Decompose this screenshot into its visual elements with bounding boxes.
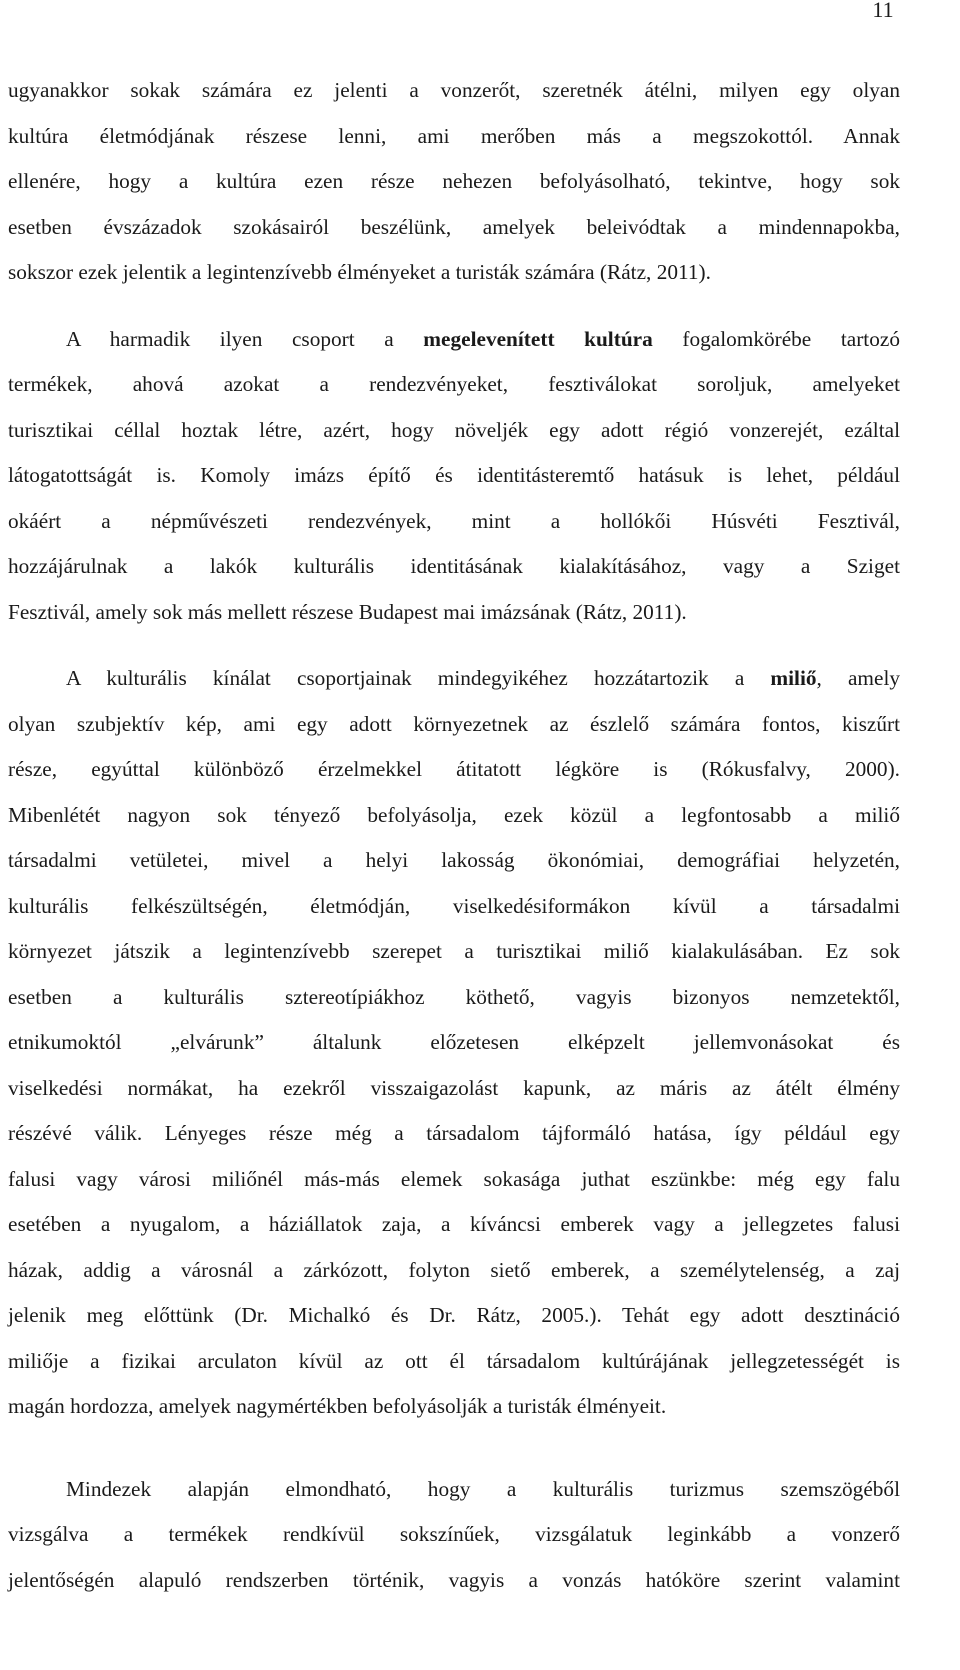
text-line: turisztikai céllal hoztak létre, azért, hogy növeljék egy adott régió vonzerejét, ezáltal [8, 417, 900, 442]
text-line: sokszor ezek jelentik a legintenzívebb élményeket a turisták számára (Rátz, 2011). [8, 260, 711, 284]
text-line-first [8, 317, 900, 363]
text-line: kultúra életmódjának részese lenni, ami merőben más a megszokottól. Annak [8, 123, 900, 148]
text-line: része, egyúttal különböző érzelmekkel átitatott légköre is (Rókusfalvy, 2000). [8, 757, 900, 781]
text-line: falusi vagy városi miliőnél más-más elemek sokasága juthat eszünkbe: még egy falu [8, 1166, 900, 1191]
text-line: hozzájárulnak a lakók kulturális identitásának kialakításához, vagy a Sziget [8, 554, 900, 578]
paragraph-4 [8, 1467, 900, 1604]
text-line: részévé válik. Lényeges része még a társadalom tájformáló hatása, így például egy [8, 1121, 900, 1145]
text-line: esetben évszázadok szokásairól beszélünk, amelyek beleivódtak a mindennapokba, [8, 214, 900, 239]
text-line: magán hordozza, amelyek nagymértékben befolyásolják a turisták élményeit. [8, 1394, 667, 1418]
text-line: kulturális felkészültségén, életmódján, viselkedésiformákon kívül a társadalmi [8, 893, 900, 918]
text-line: esetben a kulturális sztereotípiákhoz köthető, vagyis bizonyos nemzetektől, [8, 984, 900, 1009]
text-line: viselkedési normákat, ha ezekről visszaigazolást kapunk, az máris az átélt élmény [8, 1075, 900, 1100]
text-line: etnikumoktól „elvárunk” általunk előzetesen elképzelt jellemvonásokat és [8, 1030, 900, 1054]
text-segment: A harmadik ilyen csoport a [66, 326, 424, 351]
text-line: látogatottságát is. Komoly imázs építő és identitásteremtő hatásuk is lehet, például [8, 463, 900, 487]
text-line: okáért a népművészeti rendezvények, mint a hollókői Húsvéti Fesztivál, [8, 508, 900, 533]
paragraph-spacer [8, 635, 900, 656]
text-line: Fesztivál, amely sok más mellett részese Budapest mai imázsának (Rátz, 2011). [8, 599, 687, 624]
text-line: esetében a nyugalom, a háziállatok zaja, a kíváncsi emberek vagy a jellegzetes falusi [8, 1212, 900, 1236]
text-line-first [8, 656, 900, 702]
page-number [0, 0, 900, 22]
paragraph-2 [8, 317, 900, 636]
paragraph-3 [8, 656, 900, 1430]
text-line: vizsgálva a termékek rendkívül sokszínűek, vizsgálatuk leginkább a vonzerő [8, 1522, 900, 1546]
text-line: jelenik meg előttünk (Dr. Michalkó és Dr. Rátz, 2005.). Tehát egy adott desztináció [8, 1303, 900, 1327]
text-segment: fogalomkörébe tartozó [652, 326, 900, 351]
text-line: Mibenlétét nagyon sok tényező befolyásolja, ezek közül a legfontosabb a miliő [8, 802, 900, 827]
bold-term: miliő [770, 666, 817, 690]
text-line: olyan szubjektív kép, ami egy adott környezetnek az észlelő számára fontos, kiszűrt [8, 711, 900, 736]
text-line: házak, addig a városnál a zárkózott, folyton siető emberek, a személytelenség, a zaj [8, 1257, 900, 1282]
paragraph-spacer [8, 1430, 900, 1467]
text-line: jelentőségén alapuló rendszerben történik, vagyis a vonzás hatóköre szerint valamint [8, 1567, 900, 1592]
bold-term: megelevenített kultúra [423, 326, 653, 351]
text-line-first [8, 1467, 900, 1513]
paragraph-1 [8, 68, 900, 296]
text-line: környezet játszik a legintenzívebb szerepet a turisztikai miliő kialakulásában. Ez sok [8, 939, 900, 963]
text-segment: Mindezek alapján elmondható, hogy a kulturális turizmus szemszögéből [66, 1476, 900, 1501]
text-line: termékek, ahová azokat a rendezvényeket, fesztiválokat soroljuk, amelyeket [8, 372, 900, 396]
page-number-value: 11 [872, 0, 894, 22]
text-segment: A kulturális kínálat csoportjainak mindegyikéhez hozzátartozik a [66, 666, 771, 690]
text-line: társadalmi vetületei, mivel a helyi lakosság ökonómiai, demográfiai helyzetén, [8, 848, 900, 872]
paragraph-spacer [8, 296, 900, 317]
text-segment: , amely [816, 666, 901, 690]
text-line: ellenére, hogy a kultúra ezen része nehezen befolyásolható, tekintve, hogy sok [8, 169, 900, 193]
document-body [8, 68, 900, 1603]
text-line: miliője a fizikai arculaton kívül az ott él társadalom kultúrájának jellegzetességét is [8, 1348, 900, 1373]
text-line: ugyanakkor sokak számára ez jelenti a vonzerőt, szeretnék átélni, milyen egy olyan [8, 78, 900, 102]
